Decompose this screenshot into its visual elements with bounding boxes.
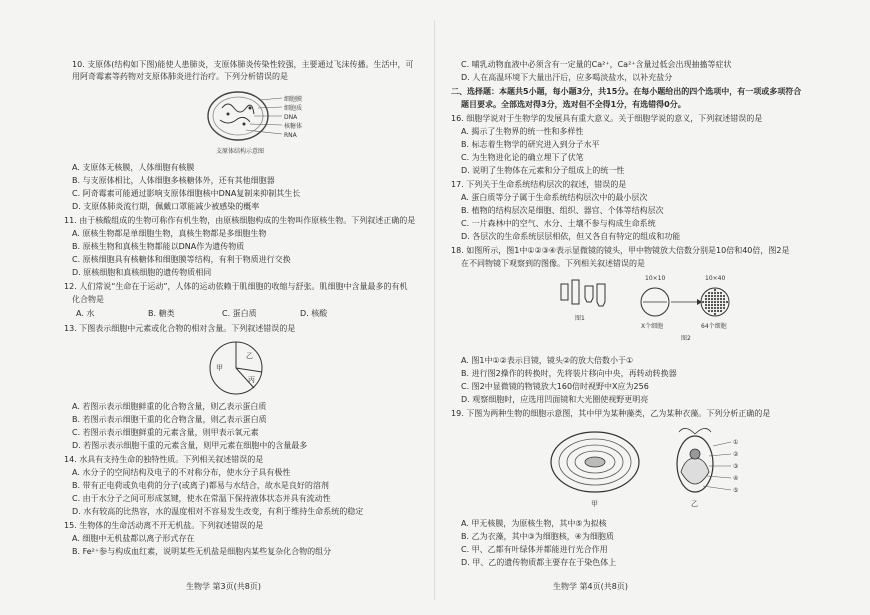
fig2-left-magnification: 10×10 <box>645 275 666 282</box>
yi-label: ② <box>733 451 739 458</box>
cell-dot <box>705 298 707 300</box>
q17-option-b: B. 植物的结构层次是细胞、组织、器官、个体等结构层次 <box>461 206 664 215</box>
cell-dot <box>711 307 713 309</box>
fig2-cell-count-right: 64个细胞 <box>701 323 727 330</box>
cell-dot <box>717 310 719 312</box>
cell-dot <box>714 307 716 309</box>
flagella <box>679 428 711 434</box>
cell-dot <box>720 298 722 300</box>
q15-option-a: A. 细胞中无机盐都以离子形式存在 <box>72 534 195 543</box>
cell-dot <box>708 295 710 297</box>
figure2-caption: 图2 <box>681 335 691 342</box>
q11-option-c: C. 原核细胞具有核糖体和细胞膜等结构，有利于物质进行交换 <box>72 255 291 264</box>
q13-option-b: B. 若图示表示细胞干重的化合物含量，则乙表示蛋白质 <box>72 415 267 424</box>
q18-option-b: B. 进行图2操作的转换时，先将装片移向中央，再转动转换器 <box>461 369 677 378</box>
cell-dot <box>705 307 707 309</box>
q16-option-d: D. 说明了生物体在元素和分子组成上的统一性 <box>461 166 625 175</box>
figure-label: DNA <box>284 114 298 121</box>
cell-dot <box>711 301 713 303</box>
q13-option-c: C. 若图示表示细胞鲜重的元素含量，则甲表示氧元素 <box>72 428 259 437</box>
cell-dot <box>723 301 725 303</box>
q16-stem: 16. 细胞学说对于生物学的发展具有重大意义。关于细胞学说的意义，下列叙述错误的是 <box>451 114 763 123</box>
q11-option-a: A. 原核生物都是单细胞生物，真核生物都是多细胞生物 <box>72 229 267 238</box>
cell-dot <box>726 301 728 303</box>
cell-dot <box>708 310 710 312</box>
yi-label: ① <box>733 439 739 446</box>
mycoplasma-diagram <box>196 86 316 158</box>
pie-divider <box>236 368 262 372</box>
q15-option-b: B. Fe²⁺参与构成血红素，说明某些无机盐是细胞内某些复杂化合物的组分 <box>72 547 332 556</box>
figure-label: RNA <box>284 132 297 139</box>
cell-dot <box>717 295 719 297</box>
figure1-lenses <box>561 280 605 322</box>
q14-option-d: D. 水有较高的比热容，水的温度相对不容易发生改变，有利于维持生命系统的稳定 <box>72 507 364 516</box>
q13-option-a: A. 若图示表示细胞鲜重的化合物含量，则乙表示蛋白质 <box>72 402 267 411</box>
cell-dot <box>723 307 725 309</box>
page-footer: 生物学 第3页(共8页) <box>186 582 261 591</box>
eyepiece-lens-1 <box>561 284 568 300</box>
cell-dot <box>705 301 707 303</box>
cell-dot <box>720 301 722 303</box>
cell-dot <box>714 304 716 306</box>
cell-dot <box>720 310 722 312</box>
cell-dot <box>708 304 710 306</box>
fig2-cell-count-left: X个细胞 <box>641 323 664 330</box>
q19-option-a: A. 甲无核膜，为原核生物，其中⑤为拟核 <box>461 519 607 528</box>
q12-option-b: B. 糖类 <box>148 309 175 318</box>
cell-dot <box>714 310 716 312</box>
q18-option-d: D. 观察细胞时，应选用凹面镜和大光圈使视野更明亮 <box>461 395 649 404</box>
q19-option-c: C. 甲、乙都有叶绿体并都能进行光合作用 <box>461 545 608 554</box>
q11-option-b: B. 原核生物和真核生物都能以DNA作为遗传物质 <box>72 242 245 251</box>
q10-option-b: B. 与支原体相比，人体细胞多核糖体外，还有其他细胞器 <box>72 176 275 185</box>
q18-option-c: C. 图2中显微镜的物镜放大160倍时视野中X应为256 <box>461 382 649 391</box>
cell-dot <box>720 304 722 306</box>
cell-dot <box>720 307 722 309</box>
q10-option-d: D. 支原体肺炎流行期，佩戴口罩能减少被感染的概率 <box>72 202 260 211</box>
microscope-figures <box>555 272 755 352</box>
q10-stem-line2: 用阿奇霉素等药物对支原体肺炎进行治疗。下列分析错误的是 <box>72 72 288 81</box>
figure-label: 细胞膜 <box>284 96 303 103</box>
objective-lens-4 <box>597 284 605 306</box>
cell-dot <box>705 295 707 297</box>
cell-dot <box>714 301 716 303</box>
q14-option-a: A. 水分子的空间结构及电子的不对称分布，使水分子具有极性 <box>72 468 291 477</box>
q12-option-a: A. 水 <box>76 309 95 318</box>
ribosome-dot <box>249 107 252 110</box>
pie-label-jia: 甲 <box>216 364 223 372</box>
cell-dot <box>711 298 713 300</box>
figure-jia-label: 甲 <box>591 500 598 508</box>
fig2-right-magnification: 10×40 <box>705 275 726 282</box>
q16-option-b: B. 标志着生物学的研究进入到分子水平 <box>461 140 600 149</box>
q12-stem-line1: 12. 人们常说“生命在于运动”，人体的运动依赖于肌细胞的收缩与舒张。肌细胞中含量最多的有机 <box>64 282 408 291</box>
q17-option-d: D. 各层次的生命系统层层相依，但又各自有特定的组成和功能 <box>461 232 681 241</box>
ribosome-dot <box>227 113 230 116</box>
cell-dot <box>708 298 710 300</box>
q18-stem-line1: 18. 如图所示，图1中①②③④表示显微镜的镜头，甲中物镜放大倍数分别是10倍和40倍，图2是 <box>451 246 790 255</box>
cell-dot <box>711 292 713 294</box>
pie-label-bing: 丙 <box>248 376 255 384</box>
cell-dot <box>708 301 710 303</box>
figure-caption: 支原体结构示意图 <box>216 148 265 155</box>
q17-option-c: C. 一片森林中的空气、水分、土壤不参与构成生命系统 <box>461 219 656 228</box>
yi-label: ⑤ <box>733 487 739 494</box>
exam-page-4 <box>435 0 870 615</box>
figure2-views <box>641 275 729 342</box>
element-pie-chart <box>206 338 266 398</box>
objective-lens-3 <box>585 286 593 302</box>
q10-option-c: C. 阿奇霉素可能通过影响支原体细胞核中DNA复制来抑制其生长 <box>72 189 301 198</box>
cell-dot <box>708 307 710 309</box>
q11-stem: 11. 由于核酸组成的生物可称作有机生物，由原核细胞构成的生物叫作原核生物。下列叙述正确的是 <box>64 216 416 225</box>
q14-option-b: B. 带有正电荷或负电荷的分子(或离子)都易与水结合，故水是良好的溶剂 <box>72 481 329 490</box>
section2-heading-line1: 二、选择题：本题共5小题，每小题3分，共15分。在每小题给出的四个选项中，有一项或多项符合 <box>451 87 802 96</box>
section2-heading-line2: 题目要求。全部选对得3分，选对但不全得1分，有选错得0分。 <box>461 100 686 109</box>
cell-dot <box>714 295 716 297</box>
cell-dot <box>711 310 713 312</box>
eyepiece-lens-2 <box>572 280 579 304</box>
cell-dot <box>717 298 719 300</box>
q10-option-a: A. 支原体无核膜，人体细胞有核膜 <box>72 163 195 172</box>
figure-label: 核糖体 <box>284 123 303 130</box>
cell-dot <box>720 295 722 297</box>
figure-jia-cell <box>551 432 639 508</box>
q16-option-c: C. 为生物进化论的确立埋下了伏笔 <box>461 153 584 162</box>
cell-dot <box>720 292 722 294</box>
q15-option-d: D. 人在高温环境下大量出汗后，应多喝淡盐水，以补充盐分 <box>461 73 673 82</box>
q19-stem: 19. 下图为两种生物的细胞示意图，其中甲为某种藻类，乙为某种衣藻。下列分析正确的是 <box>451 409 771 418</box>
q15-option-c: C. 哺乳动物血液中必须含有一定量的Ca²⁺，Ca²⁺含量过低会出现抽搐等症状 <box>461 60 732 69</box>
cell-dot <box>717 304 719 306</box>
cell-dot <box>714 313 716 315</box>
figure1-caption: 图1 <box>575 315 585 322</box>
q13-stem: 13. 下图表示细胞中元素或化合物的相对含量。下列叙述错误的是 <box>64 324 296 333</box>
page-footer: 生物学 第4页(共8页) <box>553 582 628 591</box>
cell-dot <box>717 292 719 294</box>
q12-option-d: D. 核酸 <box>300 309 328 318</box>
algae-cell-figures <box>545 424 765 514</box>
cell-dot <box>708 292 710 294</box>
cell-dot <box>702 301 704 303</box>
ribosome-dot <box>243 123 246 126</box>
cell-dot <box>717 307 719 309</box>
cell-dot <box>717 301 719 303</box>
dna-strand <box>220 104 254 123</box>
q10-stem-line1: 10. 支原体(结构如下图)能使人患肺炎，支原体肺炎传染性较强，主要通过飞沫传播。生活中，可 <box>72 60 414 69</box>
figure-yi-cell <box>677 428 739 508</box>
q18-option-a: A. 图1中①②表示目镜，镜头②的放大倍数小于① <box>461 356 634 365</box>
q13-option-d: D. 若图示表示细胞干重的元素含量，则甲元素在细胞中的含量最多 <box>72 441 308 450</box>
cell-dots <box>702 289 728 315</box>
nucleus <box>690 449 700 459</box>
q14-option-c: C. 由于水分子之间可形成氢键，使水在常温下保持液体状态并具有流动性 <box>72 494 331 503</box>
cell-dot <box>711 295 713 297</box>
cell-dot <box>723 304 725 306</box>
q11-option-d: D. 原核细胞和真核细胞的遗传物质相同 <box>72 268 212 277</box>
pie-label-yi: 乙 <box>246 352 253 360</box>
cell-dot <box>723 298 725 300</box>
cell-dot <box>711 304 713 306</box>
cell-dot <box>714 298 716 300</box>
q15-stem: 15. 生物体的生命活动离不开无机盐。下列叙述错误的是 <box>64 521 264 530</box>
cell-dot <box>714 292 716 294</box>
q17-option-a: A. 蛋白质等分子属于生命系统结构层次中的最小层次 <box>461 193 648 202</box>
q18-stem-line2: 在不同物镜下观察到的图像。下列相关叙述错误的是 <box>461 259 645 268</box>
cell-dot <box>714 289 716 291</box>
q19-option-d: D. 甲、乙的遗传物质都主要存在于染色体上 <box>461 558 617 567</box>
figure-label: 细胞质 <box>284 105 303 112</box>
q14-stem: 14. 水具有支持生命的独特性质。下列相关叙述错误的是 <box>64 455 264 464</box>
cell-dot <box>705 304 707 306</box>
q12-stem-line2: 化合物是 <box>72 295 104 304</box>
chloroplast <box>681 458 709 484</box>
q16-option-a: A. 揭示了生物界的统一性和多样性 <box>461 127 584 136</box>
yi-label: ③ <box>733 463 739 470</box>
cell-dot <box>723 295 725 297</box>
q12-option-c: C. 蛋白质 <box>222 309 257 318</box>
q19-option-b: B. 乙为衣藻，其中③为细胞核，④为细胞质 <box>461 532 614 541</box>
q17-stem: 17. 下列关于生命系统结构层次的叙述，错误的是 <box>451 180 627 189</box>
figure-yi-label: 乙 <box>691 500 698 508</box>
yi-label: ④ <box>733 475 739 482</box>
